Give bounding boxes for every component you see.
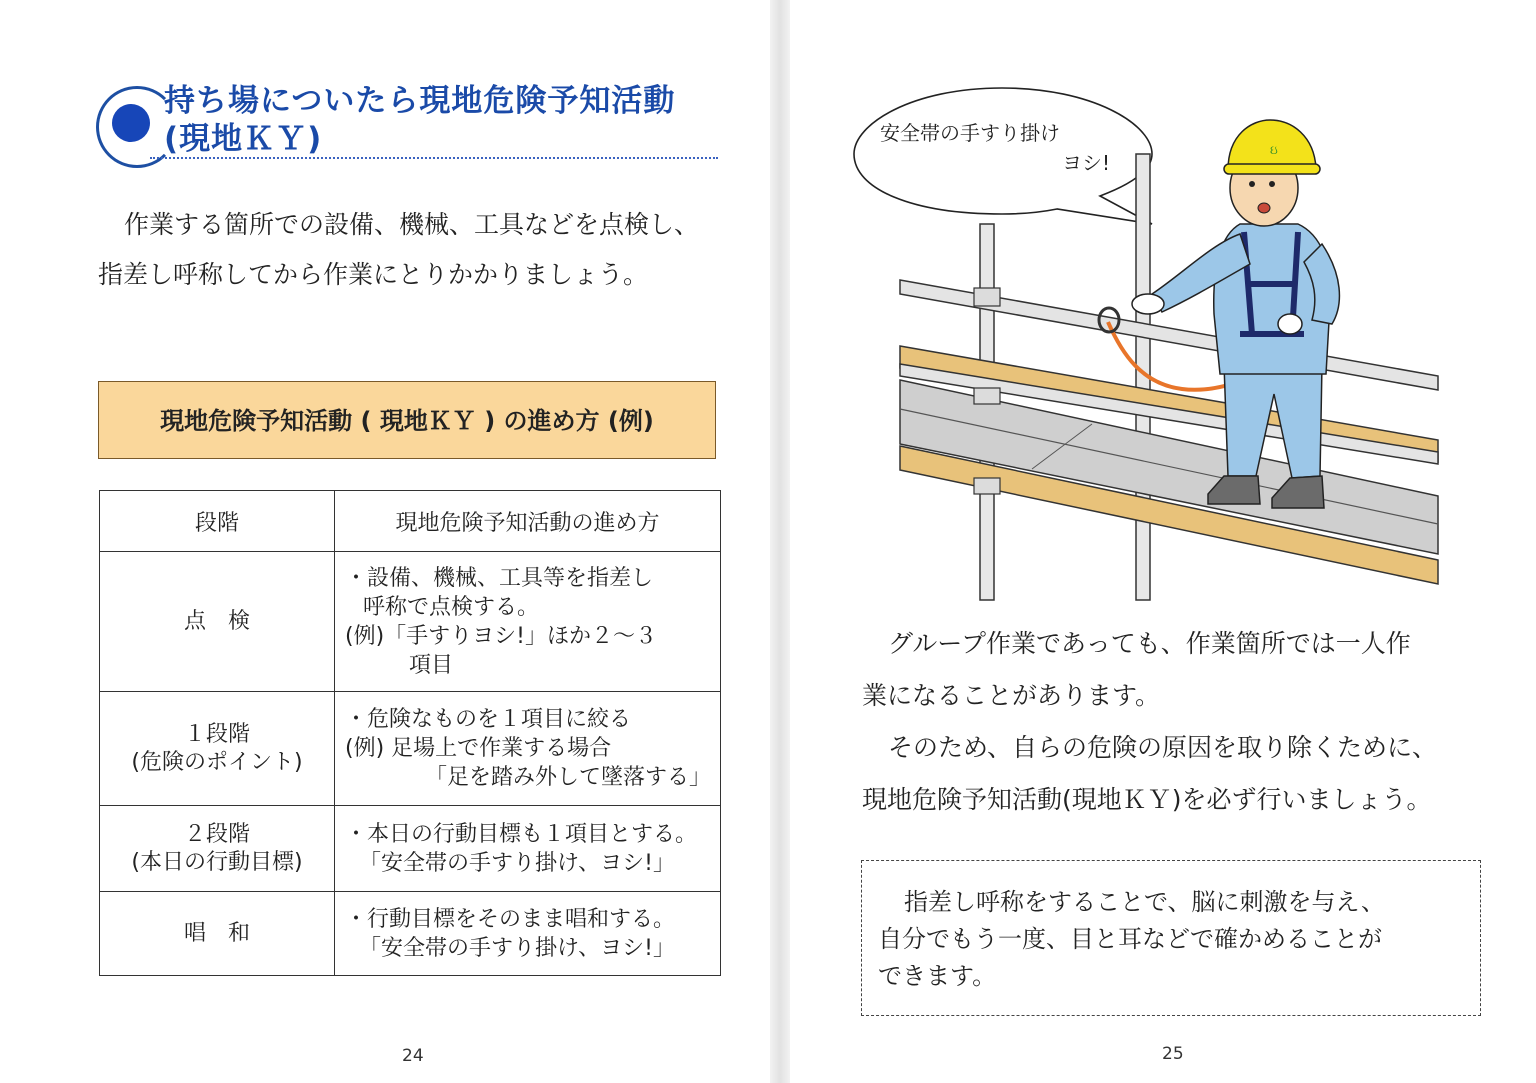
desc-line: ・設備、機械、工具等を指差し bbox=[345, 565, 654, 591]
heading-bullet-icon bbox=[112, 104, 150, 142]
book-gutter bbox=[770, 0, 790, 1083]
desc-cell bbox=[335, 692, 721, 806]
speech-line-2: ヨシ! bbox=[1061, 151, 1110, 175]
table-row bbox=[100, 552, 721, 692]
right-body-text bbox=[862, 618, 1492, 826]
header-method: 現地危険予知活動の進め方 bbox=[335, 491, 721, 552]
header-stage: 段階 bbox=[100, 491, 335, 552]
desc-cell bbox=[335, 892, 721, 976]
stage-label: １段階 bbox=[183, 721, 250, 747]
table-header-row bbox=[100, 491, 721, 552]
stage-cell bbox=[100, 692, 335, 806]
table-row bbox=[100, 806, 721, 892]
speech-bubble-text bbox=[880, 118, 1110, 178]
desc-cell bbox=[335, 552, 721, 692]
intro-line-2: 指差し呼称してから作業にとりかかりましょう。 bbox=[98, 260, 649, 289]
intro-line-1: 作業する箇所での設備、機械、工具などを点検し、 bbox=[124, 210, 700, 239]
para1-line-2: 業になることがあります。 bbox=[862, 681, 1161, 710]
stage-cell bbox=[100, 892, 335, 976]
desc-line: 「足を踏み外して墜落する」 bbox=[425, 765, 712, 790]
intro-paragraph bbox=[98, 200, 699, 300]
desc-line: 「安全帯の手すり掛け、ヨシ!」 bbox=[359, 850, 675, 876]
heading-dotted-divider bbox=[150, 157, 718, 159]
note-line-1: 指差し呼称をすることで、脳に刺激を与え、 bbox=[904, 888, 1385, 916]
table-row bbox=[100, 892, 721, 976]
stage-label: 唱 和 bbox=[183, 920, 250, 946]
heading-line-2: (現地ＫＹ) bbox=[164, 121, 323, 157]
desc-line: 呼称で点検する。 bbox=[363, 594, 540, 620]
desc-line: ・本日の行動目標も１項目とする。 bbox=[345, 821, 698, 847]
stage-sublabel: (本日の行動目標) bbox=[131, 849, 303, 875]
procedure-table bbox=[99, 490, 721, 976]
table-row bbox=[100, 692, 721, 806]
desc-line: 項目 bbox=[409, 652, 454, 678]
section-heading bbox=[94, 82, 734, 166]
stage-cell bbox=[100, 806, 335, 892]
svg-text:ઇ: ઇ bbox=[1270, 143, 1278, 157]
procedure-title-box: 現地危険予知活動 ( 現地ＫＹ ) の進め方 (例) bbox=[98, 381, 716, 459]
para1-line-1: グループ作業であっても、作業箇所では一人作 bbox=[888, 629, 1411, 658]
speech-line-1: 安全帯の手すり掛け bbox=[880, 121, 1060, 145]
desc-cell bbox=[335, 806, 721, 892]
para2-line-2: 現地危険予知活動(現地ＫＹ)を必ず行いましょう。 bbox=[862, 785, 1432, 814]
stage-label: ２段階 bbox=[183, 821, 250, 847]
page-number-right: 25 bbox=[1162, 1044, 1184, 1064]
desc-line: 「安全帯の手すり掛け、ヨシ!」 bbox=[359, 935, 675, 961]
desc-line: ・危険なものを１項目に絞る bbox=[345, 707, 632, 732]
desc-line: (例) 足場上で作業する場合 bbox=[345, 736, 612, 761]
page-number-left: 24 bbox=[402, 1046, 424, 1066]
desc-line: ・行動目標をそのまま唱和する。 bbox=[345, 906, 676, 932]
note-line-2: 自分でもう一度、目と耳などで確かめることが bbox=[878, 925, 1382, 953]
stage-sublabel: (危険のポイント) bbox=[131, 749, 303, 775]
para2-line-1: そのため、自らの危険の原因を取り除くために、 bbox=[888, 733, 1438, 762]
desc-line: (例)「手すりヨシ!」ほか２～３ bbox=[345, 623, 657, 649]
heading-title bbox=[164, 82, 675, 158]
note-box-text bbox=[878, 884, 1478, 995]
stage-label: 点 検 bbox=[183, 608, 250, 634]
stage-cell bbox=[100, 552, 335, 692]
note-line-3: できます。 bbox=[878, 962, 997, 990]
heading-line-1: 持ち場についたら現地危険予知活動 bbox=[164, 83, 676, 119]
